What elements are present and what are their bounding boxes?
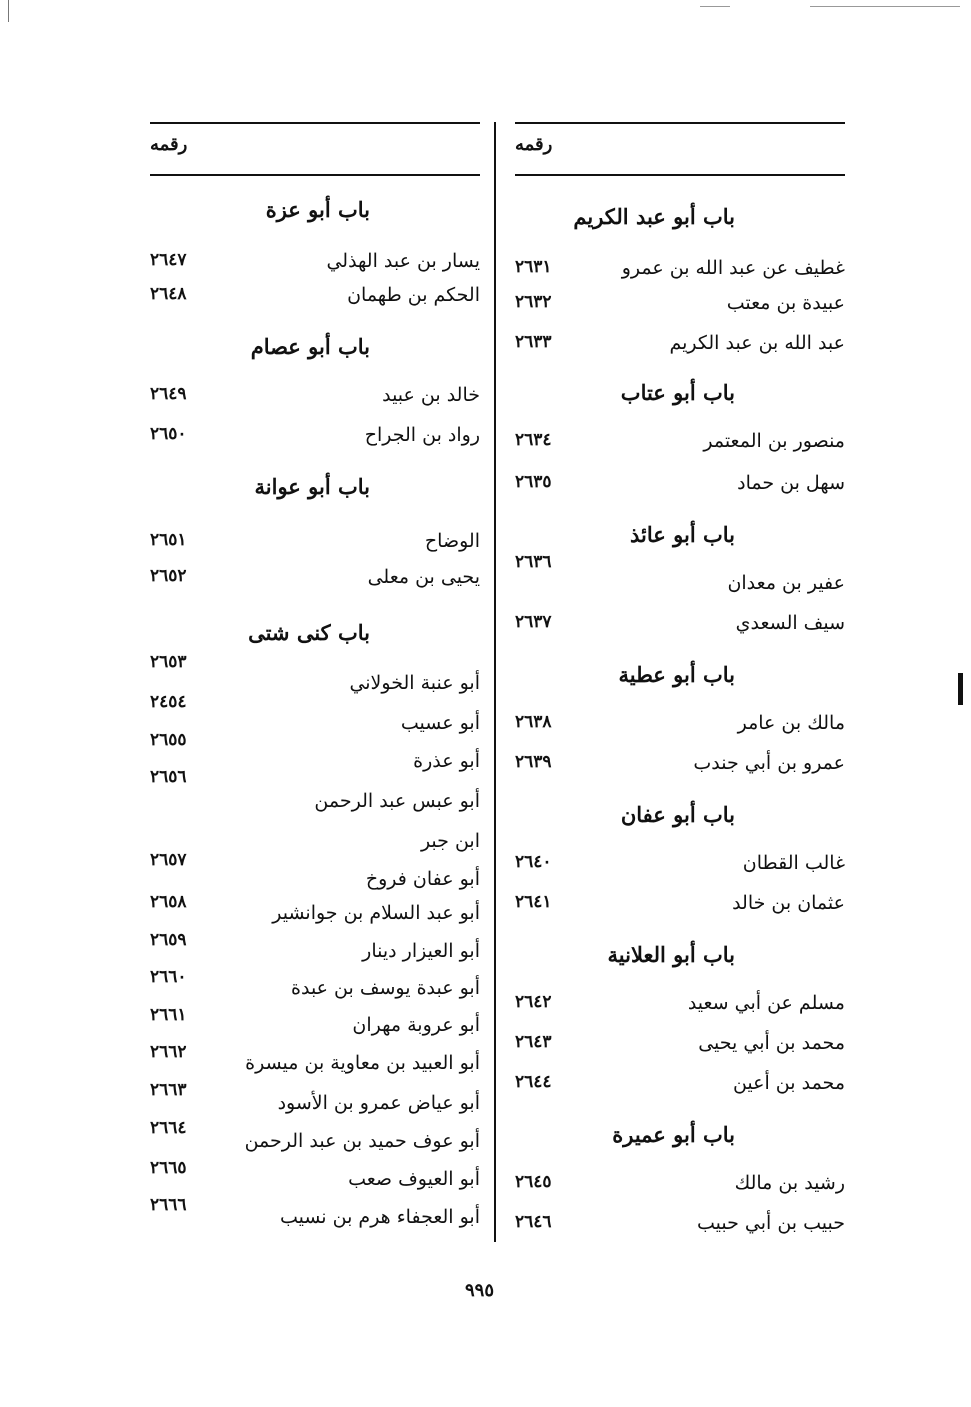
index-entry	[150, 1195, 480, 1240]
entry-name: الحكم بن طهمان	[347, 284, 480, 306]
index-entry	[150, 850, 480, 902]
index-entry	[150, 967, 480, 1011]
section-heading	[150, 620, 480, 654]
right-column-header	[515, 122, 845, 176]
scan-edge-mark	[958, 673, 963, 705]
entry-name: منصور بن المعتمر	[703, 430, 845, 452]
entry-number: ٢٦٥١	[150, 530, 187, 550]
index-entry	[150, 1118, 480, 1164]
entry-name: أبو عبدة يوسف بن عبدة	[291, 977, 480, 999]
index-entry	[150, 250, 480, 284]
section-title: باب أبو عتاب	[620, 380, 735, 405]
section-heading	[515, 522, 845, 556]
entry-name: أبو العبيد بن معاوية بن ميسرة	[245, 1052, 480, 1074]
entry-number: ٢٦٥٢	[150, 566, 187, 586]
entry-number: ٢٦٦٣	[150, 1080, 187, 1100]
index-entry	[515, 612, 845, 646]
section-heading	[515, 802, 845, 836]
entry-number: ٢٦٤٥	[515, 1172, 552, 1192]
scan-edge-mark	[8, 0, 9, 22]
entry-name: أبو عفان فروخ	[365, 868, 480, 890]
entry-name: محمد بن أعين	[732, 1072, 845, 1094]
section-heading	[150, 334, 480, 368]
entry-number: ٢٦٣٩	[515, 752, 552, 772]
index-entry	[515, 257, 845, 291]
column-divider	[494, 122, 496, 1242]
index-entry	[150, 892, 480, 936]
index-entry	[515, 552, 845, 606]
entry-number: ٢٦٥٠	[150, 424, 187, 444]
entry-name: أبو عياض عمرو بن الأسود	[277, 1092, 480, 1114]
entry-number: ٢٦٥٥	[150, 730, 187, 750]
section-heading	[515, 380, 845, 414]
entry-name: سيف السعدي	[735, 612, 845, 634]
entry-name: حبيب بن أبي حبيب	[696, 1212, 845, 1234]
entry-number: ٢٦٥٩	[150, 930, 187, 950]
section-title: باب أبو عفان	[620, 802, 735, 827]
entry-name: أبو عسيب	[400, 712, 480, 734]
entry-name: رواد بن الجراح	[364, 424, 480, 446]
entry-number: ٢٦٤٣	[515, 1032, 552, 1052]
entry-name: خالد بن عبيد	[382, 384, 480, 406]
section-title: باب أبو عائذ	[630, 522, 735, 547]
index-entry	[515, 852, 845, 886]
index-entry	[150, 424, 480, 458]
entry-name: غالب القطان	[742, 852, 845, 874]
entry-name: أبو عبس عبد الرحمن	[314, 790, 480, 812]
entry-number: ٢٦٤١	[515, 892, 552, 912]
section-heading	[515, 1122, 845, 1156]
scan-top-line	[700, 6, 730, 7]
index-entry	[515, 430, 845, 464]
index-entry	[150, 384, 480, 418]
entry-number: ٢٦٤٤	[515, 1072, 552, 1092]
entry-name: أبو عذرة	[413, 750, 480, 772]
entry-name: يسار بن عبد الهذلي	[326, 250, 480, 272]
index-entry	[150, 692, 480, 746]
index-entry	[150, 566, 480, 600]
number-column-label: رقمه	[515, 134, 553, 155]
number-column-label: رقمه	[150, 134, 188, 155]
entry-number: ٢٤٥٤	[150, 692, 187, 712]
entry-number: ٢٦٣٦	[515, 552, 552, 572]
entry-number: ٢٦٥٨	[150, 892, 187, 912]
entry-number: ٢٦٤٩	[150, 384, 187, 404]
entry-number: ٢٦٣٤	[515, 430, 552, 450]
index-entry	[150, 1158, 480, 1202]
left-column	[150, 122, 480, 1228]
entry-name: أبو العجفاء هرم بن نسيب	[279, 1206, 480, 1228]
index-entry	[150, 1080, 480, 1126]
entry-number: ٢٦٣٣	[515, 332, 552, 352]
entry-name: مسلم عن أبي سعيد	[687, 992, 845, 1014]
entry-number: ٢٦٣٧	[515, 612, 552, 632]
entry-name: الوضاح	[424, 530, 480, 552]
index-entry	[515, 292, 845, 326]
entry-name: أبو العيزار دينار	[362, 940, 480, 962]
index-entry	[515, 1212, 845, 1246]
entry-name: أبو عوف حميد بن عبد الرحمن	[244, 1130, 480, 1152]
index-entry	[515, 712, 845, 746]
section-title: باب أبو عزة	[265, 197, 370, 222]
index-entry	[515, 892, 845, 926]
left-column-header	[150, 122, 480, 176]
entry-number: ٢٦٦٤	[150, 1118, 187, 1138]
scan-top-line	[810, 6, 960, 7]
entry-name: مالك بن عامر	[737, 712, 845, 734]
index-entry	[515, 332, 845, 366]
entry-number: ٢٦٤٢	[515, 992, 552, 1012]
entry-number: ٢٦٥٧	[150, 850, 187, 870]
entry-name: أبو العيوف صعب	[348, 1168, 480, 1190]
section-title: باب أبو العلانية	[607, 942, 735, 967]
index-entry	[515, 1172, 845, 1206]
index-entry	[515, 752, 845, 786]
index-entry	[150, 1005, 480, 1048]
index-entry	[150, 730, 480, 784]
index-entry	[150, 530, 480, 564]
index-entry	[150, 830, 480, 864]
entry-name: سهل بن حماد	[737, 472, 845, 494]
entry-number: ٢٦٥٦	[150, 767, 187, 787]
entry-number: ٢٦٤٨	[150, 284, 187, 304]
section-title: باب أبو عبد الكريم	[573, 204, 735, 229]
entry-name: رشيد بن مالك	[734, 1172, 845, 1194]
index-entry	[150, 1042, 480, 1086]
entry-number: ٢٦٦٦	[150, 1195, 187, 1215]
index-entry	[515, 472, 845, 506]
entry-number: ٢٦٣٥	[515, 472, 552, 492]
entry-number: ٢٦٦٢	[150, 1042, 187, 1062]
entry-name: عبد الله بن عبد الكريم	[669, 332, 845, 354]
entry-number: ٢٦٤٧	[150, 250, 187, 270]
index-entry	[515, 992, 845, 1026]
entry-number: ٢٦٦٥	[150, 1158, 187, 1178]
section-heading	[150, 197, 480, 231]
entry-number: ٢٦٣٨	[515, 712, 552, 732]
entry-name: محمد بن أبي يحيى	[698, 1032, 845, 1054]
section-title: باب أبو عطية	[618, 662, 735, 687]
entry-number: ٢٦٥٣	[150, 652, 187, 672]
section-heading	[515, 662, 845, 696]
entry-name: عمرو بن أبي جندب	[693, 752, 845, 774]
section-heading	[515, 942, 845, 976]
entry-name: ابن جبر	[420, 830, 480, 852]
section-heading	[515, 204, 845, 238]
index-entry	[515, 1032, 845, 1066]
entry-name: أبو عنبة الخولاني	[349, 672, 480, 694]
section-title: باب كنى شتى	[248, 620, 370, 645]
entry-number: ٢٦٣١	[515, 257, 552, 277]
entry-number: ٢٦٦٠	[150, 967, 187, 987]
entry-number: ٢٦٤٠	[515, 852, 552, 872]
section-title: باب أبو عصام	[250, 334, 370, 359]
section-heading	[150, 474, 480, 508]
entry-name: عفير بن معدان	[727, 572, 845, 594]
index-entry	[150, 652, 480, 706]
section-title: باب أبو عميرة	[612, 1122, 735, 1147]
entry-name: أبو عبد السلام بن جوانشير	[272, 902, 480, 924]
section-title: باب أبو عوانة	[254, 474, 370, 499]
right-column	[515, 122, 845, 1234]
entry-name: غطيف عن عبد الله بن عمرو	[621, 257, 845, 279]
page-number: ٩٩٥	[465, 1280, 495, 1301]
entry-name: عثمان بن خالد	[732, 892, 845, 914]
entry-name: يحيى بن معلى	[367, 566, 480, 588]
entry-number: ٢٦٦١	[150, 1005, 187, 1025]
index-entry	[150, 284, 480, 318]
index-entry	[150, 930, 480, 974]
entry-name: عبيدة بن معتب	[726, 292, 845, 314]
index-entry	[150, 767, 480, 824]
entry-name: أبو عروبة مهران	[352, 1014, 480, 1036]
index-entry	[515, 1072, 845, 1106]
entry-number: ٢٦٤٦	[515, 1212, 552, 1232]
entry-number: ٢٦٣٢	[515, 292, 552, 312]
